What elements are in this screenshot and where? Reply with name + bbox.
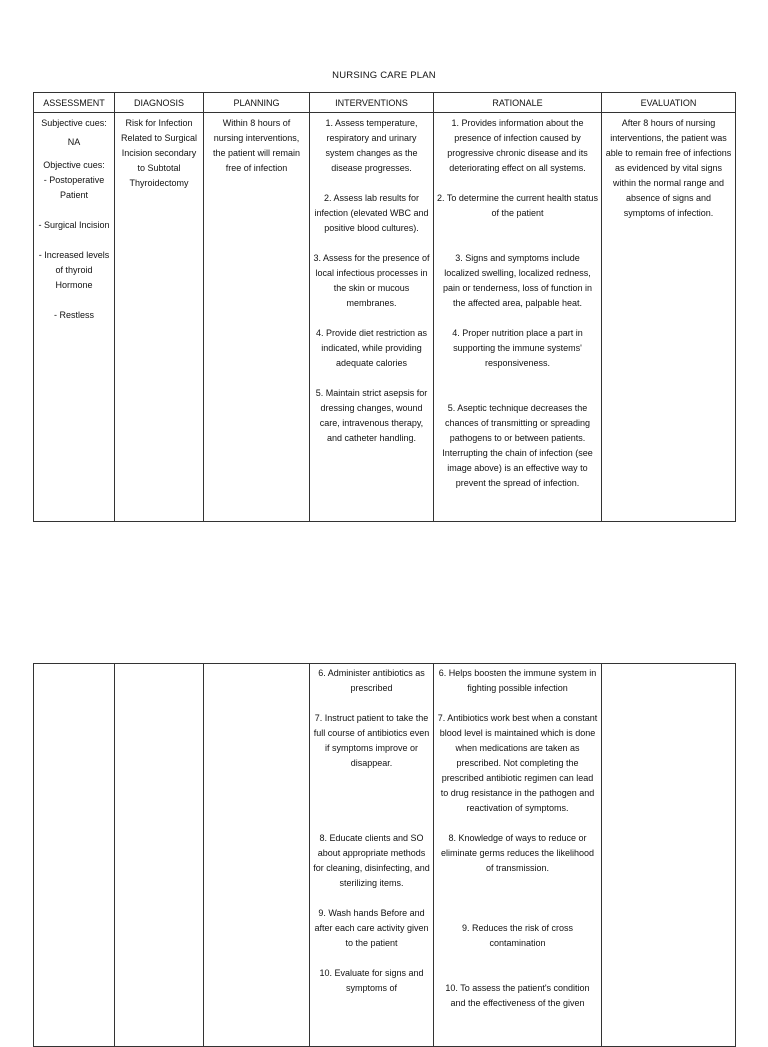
evaluation-text: After 8 hours of nursing interventions, the patient was able to remain free of infections as evidenced by vital signs within the normal range and absence of signs and symptoms of infection. bbox=[605, 118, 732, 218]
header-planning: PLANNING bbox=[204, 93, 310, 113]
rationale-item: 4. Proper nutrition place a part in supporting the immune systems' responsiveness. bbox=[452, 328, 583, 368]
objective-item: - Restless bbox=[53, 310, 94, 320]
objective-label: Objective cues: bbox=[43, 160, 105, 170]
evaluation-cell bbox=[602, 113, 736, 522]
assessment-cell bbox=[34, 113, 115, 522]
interventions-cell bbox=[310, 113, 434, 522]
rationale-item: 2. To determine the current health status of the patient bbox=[437, 193, 598, 218]
diagnosis-cell bbox=[115, 113, 204, 522]
intervention-item: 2. Assess lab results for infection (elevated WBC and positive blood cultures). bbox=[314, 193, 429, 233]
rationale-item: 7. Antibiotics work best when a constant blood level is maintained which is done when medications are taken as prescribed. Not completing the prescribed antibiotic regimen can lead to drug resistance in the pathogen and reactivation of symptoms. bbox=[437, 713, 598, 813]
rationale-item: 10. To assess the patient's condition and the effectiveness of the given bbox=[445, 983, 590, 1008]
rationale-cell bbox=[434, 664, 602, 1047]
rationale-cell bbox=[434, 113, 602, 522]
assessment-cell bbox=[34, 664, 115, 1047]
planning-text: Within 8 hours of nursing interventions, the patient will remain free of infection bbox=[212, 118, 301, 173]
intervention-item: 5. Maintain strict asepsis for dressing changes, wound care, intravenous therapy, and catheter handling. bbox=[315, 388, 428, 443]
intervention-item: 6. Administer antibiotics as prescribed bbox=[318, 668, 425, 693]
header-evaluation: EVALUATION bbox=[602, 93, 736, 113]
care-plan-table-page-1 bbox=[33, 92, 736, 522]
header-interventions: INTERVENTIONS bbox=[310, 93, 434, 113]
rationale-item: 6. Helps boosten the immune system in fighting possible infection bbox=[438, 668, 597, 693]
interventions-cell bbox=[310, 664, 434, 1047]
objective-item: - Increased levels of thyroid Hormone bbox=[38, 250, 110, 290]
intervention-item: 4. Provide diet restriction as indicated, while providing adequate calories bbox=[315, 328, 428, 368]
rationale-item: 8. Knowledge of ways to reduce or eliminate germs reduces the likelihood of transmission. bbox=[440, 833, 595, 873]
diagnosis-text: Risk for Infection Related to Surgical Incision secondary to Subtotal Thyroidectomy bbox=[120, 118, 198, 188]
document-title: NURSING CARE PLAN bbox=[332, 70, 436, 81]
diagnosis-cell bbox=[115, 664, 204, 1047]
planning-cell bbox=[204, 664, 310, 1047]
objective-item: - Surgical Incision bbox=[38, 220, 110, 230]
header-diagnosis: DIAGNOSIS bbox=[115, 93, 204, 113]
rationale-item: 1. Provides information about the presence of infection caused by progressive chronic disease and its deteriorating effect on all systems. bbox=[447, 118, 588, 173]
header-rationale: RATIONALE bbox=[434, 93, 602, 113]
subjective-label: Subjective cues: bbox=[41, 118, 107, 128]
intervention-item: 3. Assess for the presence of local infectious processes in the skin or mucous membranes. bbox=[313, 253, 430, 308]
evaluation-cell bbox=[602, 664, 736, 1047]
header-assessment: ASSESSMENT bbox=[34, 93, 115, 113]
subjective-value: NA bbox=[67, 137, 81, 147]
rationale-item: 3. Signs and symptoms include localized swelling, localized redness, pain or tenderness, loss of function in the affected area, palpable heat. bbox=[442, 253, 593, 308]
intervention-item: 10. Evaluate for signs and symptoms of bbox=[319, 968, 424, 993]
table-row bbox=[34, 664, 736, 1047]
intervention-item: 1. Assess temperature, respiratory and urinary system changes as the disease progresses. bbox=[325, 118, 418, 173]
planning-cell bbox=[204, 113, 310, 522]
intervention-item: 7. Instruct patient to take the full course of antibiotics even if symptoms improve or disappear. bbox=[313, 713, 430, 768]
intervention-item: 8. Educate clients and SO about appropriate methods for cleaning, disinfecting, and sterilizing items. bbox=[313, 833, 430, 888]
table-row bbox=[34, 113, 736, 522]
rationale-item: 9. Reduces the risk of cross contamination bbox=[461, 923, 574, 948]
intervention-item: 9. Wash hands Before and after each care activity given to the patient bbox=[314, 908, 429, 948]
rationale-item: 5. Aseptic technique decreases the chances of transmitting or spreading pathogens to or between patients. Interrupting the chain of infection (see image above) is an effective way to prevent the spread of infection. bbox=[442, 403, 593, 488]
care-plan-table-page-2 bbox=[33, 663, 736, 1047]
header-row bbox=[34, 93, 736, 113]
objective-item: - Postoperative Patient bbox=[43, 175, 105, 200]
